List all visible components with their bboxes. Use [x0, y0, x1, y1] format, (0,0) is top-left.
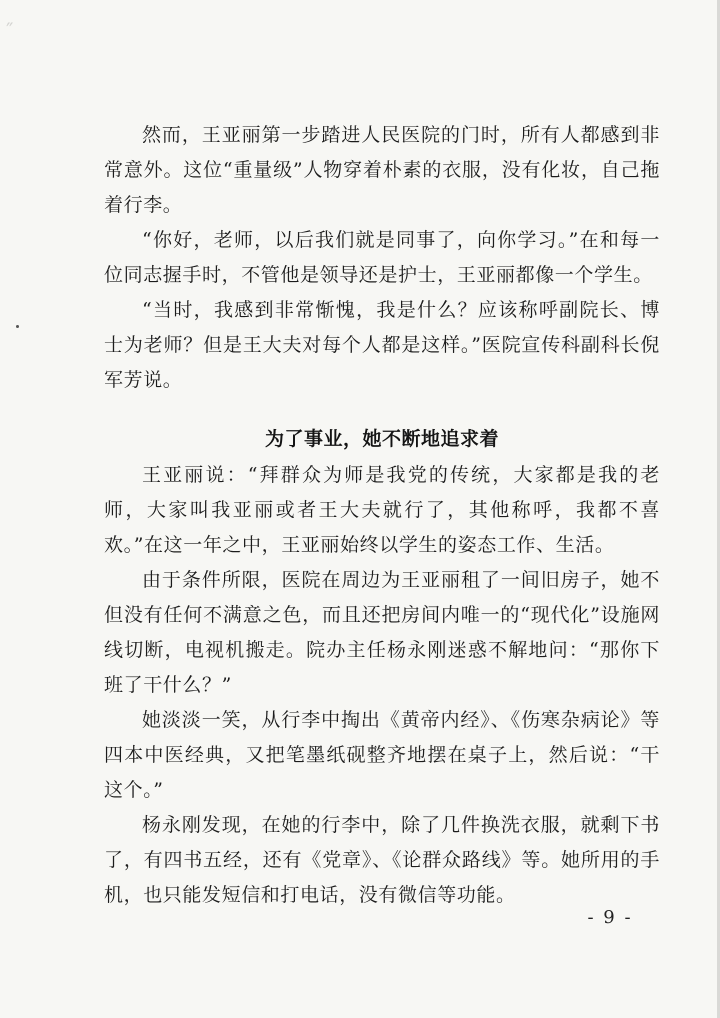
scan-corner-mark: ″	[6, 18, 14, 42]
paragraph-1: 然而，王亚丽第一步踏进人民医院的门时，所有人都感到非常意外。这位“重量级”人物穿着朴素的衣服，没有化妆，自己拖着行李。	[104, 124, 660, 216]
paragraph-5: 由于条件所限，医院在周边为王亚丽租了一间旧房子，她不但没有任何不满意之色，而且还把房间内唯一的“现代化”设施网线切断，电视机搬走。院办主任杨永刚迷惑不解地问：“那你下班了干什么？”	[104, 569, 660, 696]
document-body	[104, 118, 660, 913]
paragraph-7: 杨永刚发现，在她的行李中，除了几件换洗衣服，就剩下书了，有四书五经，还有《党章》、《论群众路线》等。她所用的手机，也只能发短信和打电话，没有微信等功能。	[104, 814, 660, 906]
paragraph-4: 王亚丽说：“拜群众为师是我党的传统，大家都是我的老师，大家叫我亚丽或者王大夫就行了，其他称呼，我都不喜欢。”在这一年之中，王亚丽始终以学生的姿态工作、生活。	[104, 464, 660, 556]
margin-dot	[16, 325, 19, 328]
section-heading: 为了事业，她不断地追求着	[264, 428, 499, 450]
paragraph-3: “当时，我感到非常惭愧，我是什么？应该称呼副院长、博士为老师？但是王大夫对每个人都是这样。”医院宣传科副科长倪军芳说。	[104, 299, 660, 391]
page-number: - 9 -	[587, 907, 633, 928]
paragraph-2: “你好，老师，以后我们就是同事了，向你学习。”在和每一位同志握手时，不管他是领导还是护士，王亚丽都像一个学生。	[104, 229, 660, 286]
paragraph-6: 她淡淡一笑，从行李中掏出《黄帝内经》、《伤寒杂病论》等四本中医经典，又把笔墨纸砚整齐地摆在桌子上，然后说：“干这个。”	[104, 709, 660, 801]
